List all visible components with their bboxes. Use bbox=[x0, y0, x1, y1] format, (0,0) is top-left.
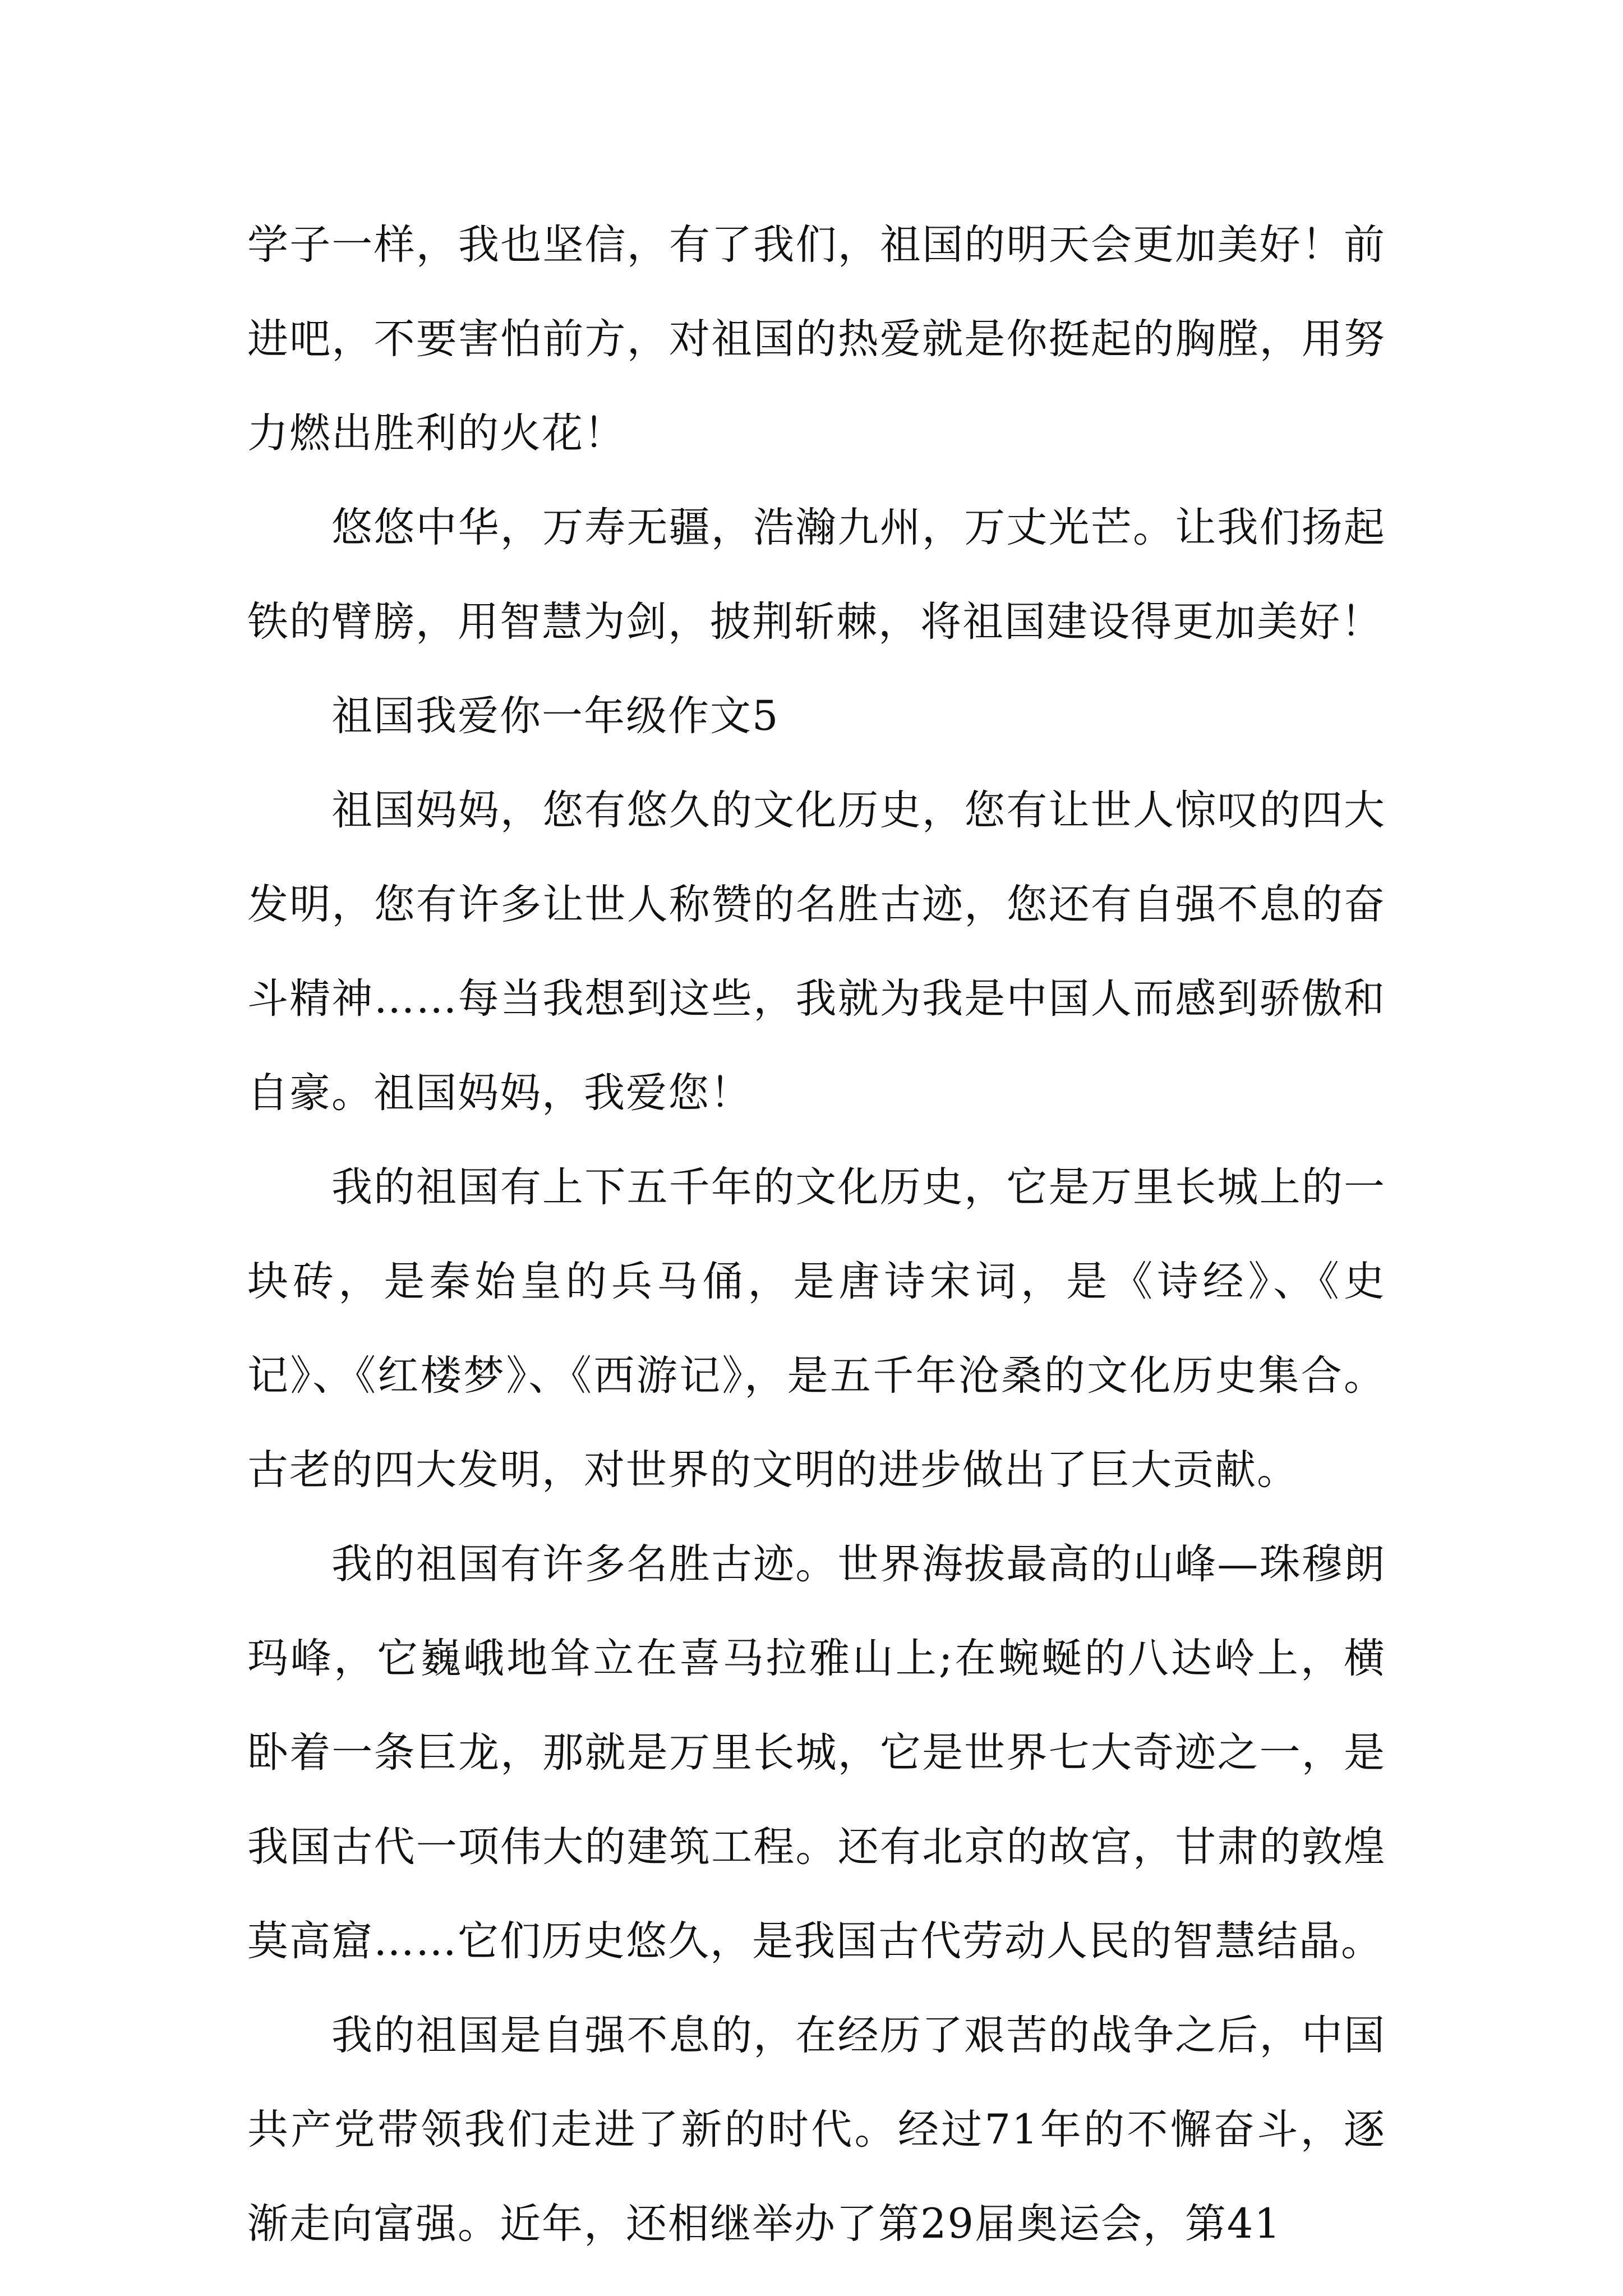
paragraph: 我的祖国有许多名胜古迹。世界海拔最高的山峰—珠穆朗玛峰，它巍峨地耸立在喜马拉雅山上;在蜿蜒的八达岭上，横卧着一条巨龙，那就是万里长城，它是世界七大奇迹之一，是我国古代一项伟大的建筑工程。还有北京的故宫，甘肃的敦煌莫高窟……它们历史悠久，是我国古代劳动人民的智慧结晶。 bbox=[247, 1540, 1386, 1965]
section-heading: 祖国我爱你一年级作文5 bbox=[331, 692, 780, 740]
paragraph-continuation: 学子一样，我也坚信，有了我们，祖国的明天会更加美好！前进吧，不要害怕前方，对祖国的热爱就是你挺起的胸膛，用努力燃出胜利的火花！ bbox=[247, 221, 1386, 457]
paragraph: 祖国妈妈，您有悠久的文化历史，您有让世人惊叹的四大发明，您有许多让世人称赞的名胜古迹，您还有自强不息的奋斗精神……每当我想到这些，我就为我是中国人而感到骄傲和自豪。祖国妈妈，我爱您！ bbox=[247, 786, 1386, 1117]
paragraph: 悠悠中华，万寿无疆，浩瀚九州，万丈光芒。让我们扬起铁的臂膀，用智慧为剑，披荆斩棘，将祖国建设得更加美好！ bbox=[247, 504, 1386, 646]
paragraph: 我的祖国是自强不息的，在经历了艰苦的战争之后，中国共产党带领我们走进了新的时代。经过71年的不懈奋斗，逐渐走向富强。近年，还相继举办了第29届奥运会，第41 bbox=[247, 2012, 1386, 2248]
document-body bbox=[247, 198, 1386, 2271]
paragraph: 我的祖国有上下五千年的文化历史，它是万里长城上的一块砖，是秦始皇的兵马俑，是唐诗宋词，是《诗经》、《史记》、《红楼梦》、《西游记》，是五千年沧桑的文化历史集合。古老的四大发明，对世界的文明的进步做出了巨大贡献。 bbox=[247, 1163, 1386, 1494]
